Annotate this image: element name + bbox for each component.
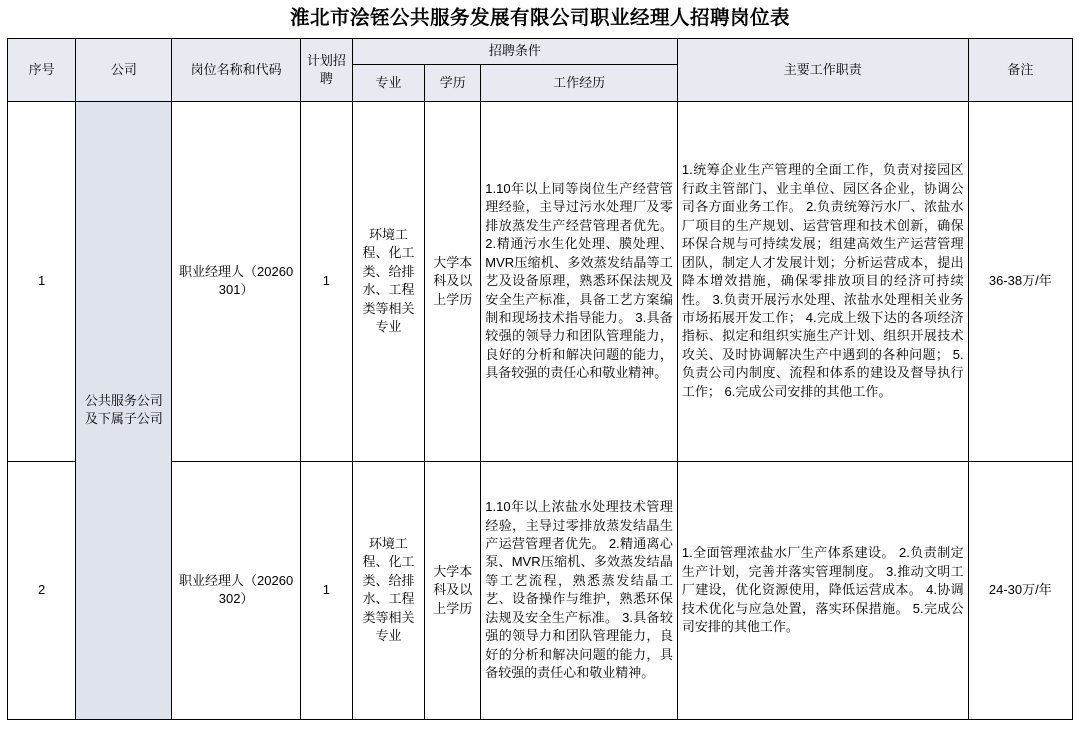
cell-remark: 36-38万/年: [968, 101, 1072, 461]
cell-company: 公共服务公司及下属子公司: [76, 101, 172, 719]
page-title: 淮北市浍铚公共服务发展有限公司职业经理人招聘岗位表: [289, 7, 790, 29]
cell-duty: 1.全面管理浓盐水厂生产体系建设。 2.负责制定生产计划，完善并落实管理制度。 3.推动文明工厂建设，优化资源使用，降低运营成本。 4.协调技术优化与应急处置，落实环保措施。 5.完成公司安排的其他工作。: [677, 461, 968, 719]
header-major: 专业: [352, 64, 424, 101]
cell-seq: 1: [8, 101, 76, 461]
cell-post: 职业经理人（20260301）: [172, 101, 300, 461]
header-remark: 备注: [968, 39, 1072, 101]
header-company: 公司: [76, 39, 172, 101]
cell-experience: 1.10年以上同等岗位生产经营管理经验，主导过污水处理厂及零排放蒸发生产经营管理者优先。 2.精通污水生化处理、膜处理、MVR压缩机、多效蒸发结晶等工艺及设备原理，熟悉环保法规及安全生产标准，具备工艺方案编制和现场技术指导能力。 3.具备较强的领导力和团队管理能力，良好的分析和解决问题的能力，具备较强的责任心和敬业精神。: [481, 101, 678, 461]
cell-post: 职业经理人（20260302）: [172, 461, 300, 719]
header-conditions: 招聘条件: [352, 39, 677, 64]
cell-plan: 1: [300, 461, 352, 719]
cell-remark: 24-30万/年: [968, 461, 1072, 719]
cell-major: 环境工程、化工类、给排水、工程类等相关专业: [352, 101, 424, 461]
cell-plan: 1: [300, 101, 352, 461]
cell-duty: 1.统筹企业生产管理的全面工作，负责对接园区行政主管部门、业主单位、园区各企业，协调公司各方面业务工作。 2.负责统筹污水厂、浓盐水厂项目的生产规划、运营管理和技术创新，确保环保合规与可持续发展；组建高效生产运营管理团队，制定人才发展计划；分析运营成本，提出降本增效措施，确保零排放项目的经济可持续性。 3.负责开展污水处理、浓盐水处理相关业务市场拓展开发工作； 4.完成上级下达的各项经济指标、拟定和组织实施生产计划、组织开展技术攻关、及时协调解决生产中遇到的各种问题； 5.负责公司内制度、流程和体系的建设及督导执行工作； 6.完成公司安排的其他工作。: [677, 101, 968, 461]
cell-major: 环境工程、化工类、给排水、工程类等相关专业: [352, 461, 424, 719]
header-post: 岗位名称和代码: [172, 39, 300, 101]
table-body: [8, 101, 1073, 719]
job-positions-table: [7, 38, 1073, 719]
header-seq: 序号: [8, 39, 76, 101]
table-header: [8, 39, 1073, 101]
header-duty: 主要工作职责: [677, 39, 968, 101]
table-row: [8, 101, 1073, 461]
cell-seq: 2: [8, 461, 76, 719]
header-plan: 计划招聘: [300, 39, 352, 101]
header-experience: 工作经历: [481, 64, 678, 101]
header-education: 学历: [425, 64, 481, 101]
cell-experience: 1.10年以上浓盐水处理技术管理经验，主导过零排放蒸发结晶生产运营管理者优先。 2.精通离心泵、MVR压缩机、多效蒸发结晶等工艺流程，熟悉蒸发结晶工艺、设备操作与维护，熟悉环保法规及安全生产标准。 3.具备较强的领导力和团队管理能力，良好的分析和解决问题的能力，具备较强的责任心和敬业精神。: [481, 461, 678, 719]
cell-education: 大学本科及以上学历: [425, 101, 481, 461]
cell-education: 大学本科及以上学历: [425, 461, 481, 719]
